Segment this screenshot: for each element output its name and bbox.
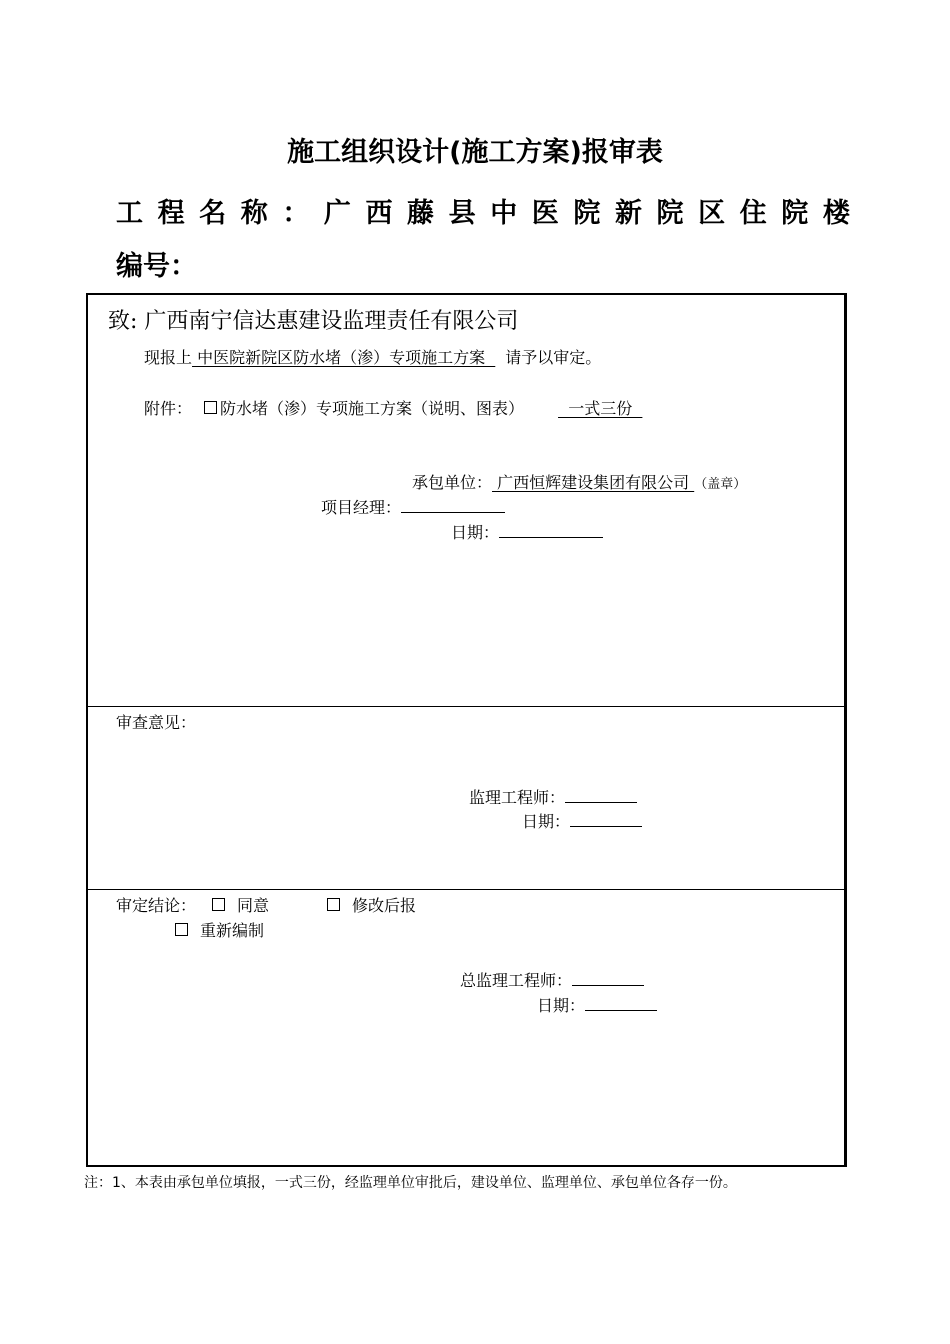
form-table <box>86 293 847 1167</box>
redo-checkbox[interactable] <box>175 923 188 936</box>
chief-engineer-line <box>460 968 644 991</box>
form-title: 施工组织设计(施工方案)报审表 <box>287 137 663 168</box>
project-char: 院 <box>656 198 684 229</box>
report-suffix: 请予以审定。 <box>505 348 602 367</box>
project-char: 楼 <box>822 198 850 229</box>
number-label: 编号： <box>116 251 197 282</box>
project-char: 院 <box>573 198 601 229</box>
project-char: 医 <box>531 198 559 229</box>
chief-engineer-signature-field[interactable] <box>572 971 644 986</box>
footnote: 注：1、本表由承包单位填报，一式三份，经监理单位审批后，建设单位、监理单位、承包单位各存一份。 <box>84 1175 737 1191</box>
project-name-line <box>116 191 850 230</box>
manager-line <box>321 495 505 518</box>
project-char: 新 <box>614 198 642 229</box>
date-line <box>451 520 603 543</box>
attachment-label: 附件： <box>144 399 193 418</box>
report-line <box>144 345 601 368</box>
modify-label: 修改后报 <box>352 896 417 915</box>
project-char: 称 <box>240 198 268 229</box>
attachment-checkbox[interactable] <box>204 401 217 414</box>
date-label: 日期： <box>451 523 500 542</box>
approval-date-field[interactable] <box>585 996 657 1011</box>
agree-checkbox[interactable] <box>212 898 225 911</box>
conclusion-label: 审定结论： <box>116 896 197 915</box>
addressee: 致: 广西南宁信达惠建设监理责任有限公司 <box>108 309 519 334</box>
project-char: 藤 <box>407 198 435 229</box>
project-char: 院 <box>781 198 809 229</box>
redo-option <box>175 918 264 941</box>
manager-label: 项目经理： <box>321 498 402 517</box>
agree-label: 同意 <box>237 896 270 915</box>
report-item: 中医院新院区防水堵（渗）专项施工方案 <box>192 348 496 367</box>
project-char: 广 <box>323 198 351 229</box>
chief-engineer-label: 总监理工程师： <box>460 971 573 990</box>
seal-note: （盖章） <box>694 477 747 492</box>
project-char: 住 <box>739 198 767 229</box>
date-field[interactable] <box>499 523 603 538</box>
project-char: 程 <box>157 198 185 229</box>
section-divider <box>86 706 847 707</box>
review-date-field[interactable] <box>570 812 642 827</box>
approval-date-label: 日期： <box>537 996 586 1015</box>
conclusion-line <box>116 893 416 916</box>
project-char: 西 <box>365 198 393 229</box>
project-char: 区 <box>698 198 726 229</box>
report-prefix: 现报上 <box>144 348 193 367</box>
manager-signature-field[interactable] <box>401 498 505 513</box>
engineer-signature-field[interactable] <box>565 788 637 803</box>
section-divider <box>86 889 847 890</box>
review-opinion-label: 审查意见： <box>116 713 197 732</box>
project-char: 工 <box>116 198 143 229</box>
review-date-label: 日期： <box>522 812 571 831</box>
contractor-label: 承包单位： <box>412 473 493 492</box>
attachment-line <box>144 396 642 419</box>
contractor-name: 广西恒辉建设集团有限公司 <box>492 473 695 492</box>
attachment-copies: 一式三份 <box>558 399 643 418</box>
engineer-line <box>469 785 637 808</box>
project-char: ： <box>282 198 310 229</box>
attachment-item: 防水堵（渗）专项施工方案（说明、图表） <box>220 399 525 418</box>
review-date-line <box>522 809 642 832</box>
project-char: 名 <box>199 198 227 229</box>
project-char: 县 <box>448 198 476 229</box>
engineer-label: 监理工程师： <box>469 788 566 807</box>
contractor-line <box>412 470 746 493</box>
redo-label: 重新编制 <box>200 921 265 940</box>
modify-checkbox[interactable] <box>327 898 340 911</box>
project-char: 中 <box>490 198 518 229</box>
approval-date-line <box>537 993 657 1016</box>
